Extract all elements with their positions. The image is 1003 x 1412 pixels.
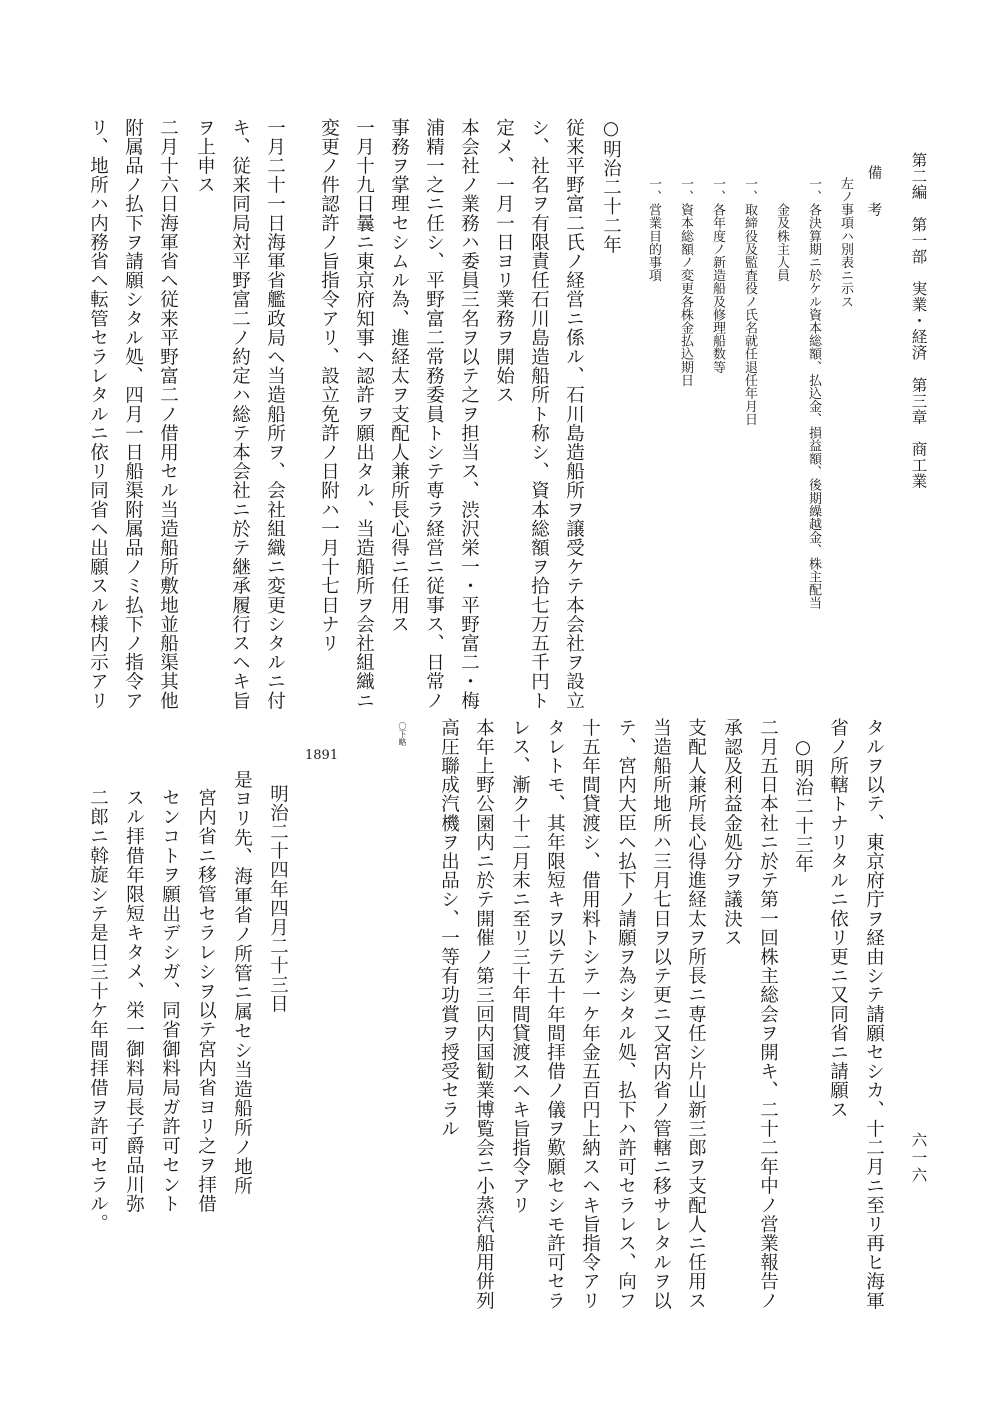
body-line: 一月十九日曩ニ東京府知事ヘ認許ヲ願出タル、当造船所ヲ会社組織ニ (353, 118, 375, 711)
body-line: 一月二十一日海軍省艦政局ヘ当造船所ヲ、会社組織ニ変更シタルニ付 (264, 118, 286, 711)
body-line: 本会社ノ業務ハ委員三名ヲ以テ之ヲ担当ス、渋沢栄一・平野富二・梅 (458, 118, 480, 711)
list-item: 一、資本総額ノ変更各株金払込期日 (678, 177, 693, 387)
body-line: 従来平野富二氏ノ経営ニ係ル、石川島造船所ヲ譲受ケテ本会社ヲ設立 (563, 118, 585, 711)
body-line: 承認及利益金処分ヲ議決ス (721, 718, 743, 948)
page-number: 六一六 (909, 1132, 928, 1185)
biko-label: 備 考 (865, 165, 882, 221)
quote-line: 宮内省ニ移管セラレシヲ以テ宮内省ヨリ之ヲ拝借 (195, 788, 217, 1214)
list-item: 一、営業目的事項 (646, 177, 661, 282)
body-line: 支配人兼所長心得進経太ヲ所長ニ専任シ片山新三郎ヲ支配人ニ任用ス (685, 718, 707, 1311)
body-line: ヲ上申ス (194, 118, 216, 195)
date-heading: 明治二十四年四月二十三日 (267, 784, 289, 1014)
body-line: 二月五日本社ニ於テ第一回株主総会ヲ開キ、二十二年中ノ営業報告ノ (757, 718, 779, 1311)
body-line: 浦精一之ニ任シ、平野富二常務委員トシテ専ラ経営ニ従事ス、日常ノ (423, 118, 445, 711)
year-note: 1891 (305, 748, 339, 763)
quote-line: センコトヲ願出デシガ、同省御料局ガ許可セント (159, 788, 181, 1214)
body-line: 二月十六日海軍省ヘ従来平野富二ノ借用セル当造船所敷地並船渠其他 (157, 118, 179, 711)
body-line: リ、地所ハ内務省ヘ転管セラレタルニ依リ同省ヘ出願スル様内示アリ (87, 118, 109, 711)
body-line: 省ノ所轄トナリタルニ依リ更ニ又同省ニ請願ス (827, 718, 849, 1120)
body-line: 当造船所地所ハ三月七日ヲ以テ更ニ又宮内省ノ管轄ニ移サレタルヲ以 (650, 718, 672, 1311)
quote-line: 是ヨリ先、海軍省ノ所管ニ属セシ当造船所ノ地所 (231, 770, 253, 1196)
list-item: 一、取締役及監査役ノ氏名就任退任年月日 (742, 177, 757, 426)
omission-note: 〇下略 (398, 722, 407, 746)
body-line: キ、従来同局対平野富二ノ約定ハ総テ本会社ニ於テ継承履行スヘキ旨 (229, 118, 251, 711)
body-line: レス、漸ク十二月末ニ至リ三十年間貸渡スヘキ旨指令アリ (509, 718, 531, 1215)
body-line: タレトモ、其年限短キヲ以テ五十年間拝借ノ儀ヲ歎願セシモ許可セラ (544, 718, 566, 1311)
body-line: 十五年間貸渡シ、借用料トシテ一ケ年金五百円上納スヘキ旨指令アリ (579, 718, 601, 1311)
body-line: テ、宮内大臣ヘ払下ノ請願ヲ為シタル処、払下ハ許可セラレス、向フ (615, 718, 637, 1311)
body-line: タルヲ以テ、東京府庁ヲ経由シテ請願セシカ、十二月ニ至リ再ヒ海軍 (863, 718, 885, 1311)
body-line: 変更ノ件認許ノ旨指令アリ、設立免許ノ日附ハ一月十七日ナリ (318, 118, 340, 653)
list-item: 一、各決算期ニ於ケル資本総額、払込金、損益額、後期繰越金、株主配当 (806, 177, 821, 610)
body-line: 本年上野公園内ニ於テ開催ノ第三回内国勧業博覧会ニ小蒸汽船用併列 (473, 718, 495, 1311)
section-heading: ○明治二十二年 (600, 118, 622, 255)
body-line: シ、社名ヲ有限責任石川島造船所ト称シ、資本総額ヲ拾七万五千円ト (528, 118, 550, 711)
body-line: 定メ、一月一日ヨリ業務ヲ開始ス (493, 118, 515, 405)
body-line: 事務ヲ掌理セシムル為、進経太ヲ支配人兼所長心得ニ任用ス (388, 118, 410, 634)
list-item: 一、各年度ノ新造船及修理船数等 (710, 177, 725, 374)
running-title: 第二編 第一部 実業・経済 第三章 商工業 (909, 152, 928, 490)
quote-line: スル拝借年限短キタメ、栄一御料局長子爵品川弥 (123, 788, 145, 1214)
quote-line: 二郎ニ斡旋シテ是日三十ケ年間拝借ヲ許可セラル。 (87, 788, 109, 1234)
body-line: ○明治二十三年 (792, 718, 814, 874)
body-line: 附属品ノ払下ヲ請願シタル処、四月一日船渠附属品ノミ払下ノ指令ア (122, 118, 144, 711)
list-item: 金及株主人員 (774, 177, 789, 282)
body-line: 高圧聯成汽機ヲ出品シ、一等有功賞ヲ授受セラル (438, 718, 460, 1139)
intro-line: 左ノ事項ハ別表ニ示ス (838, 177, 853, 308)
